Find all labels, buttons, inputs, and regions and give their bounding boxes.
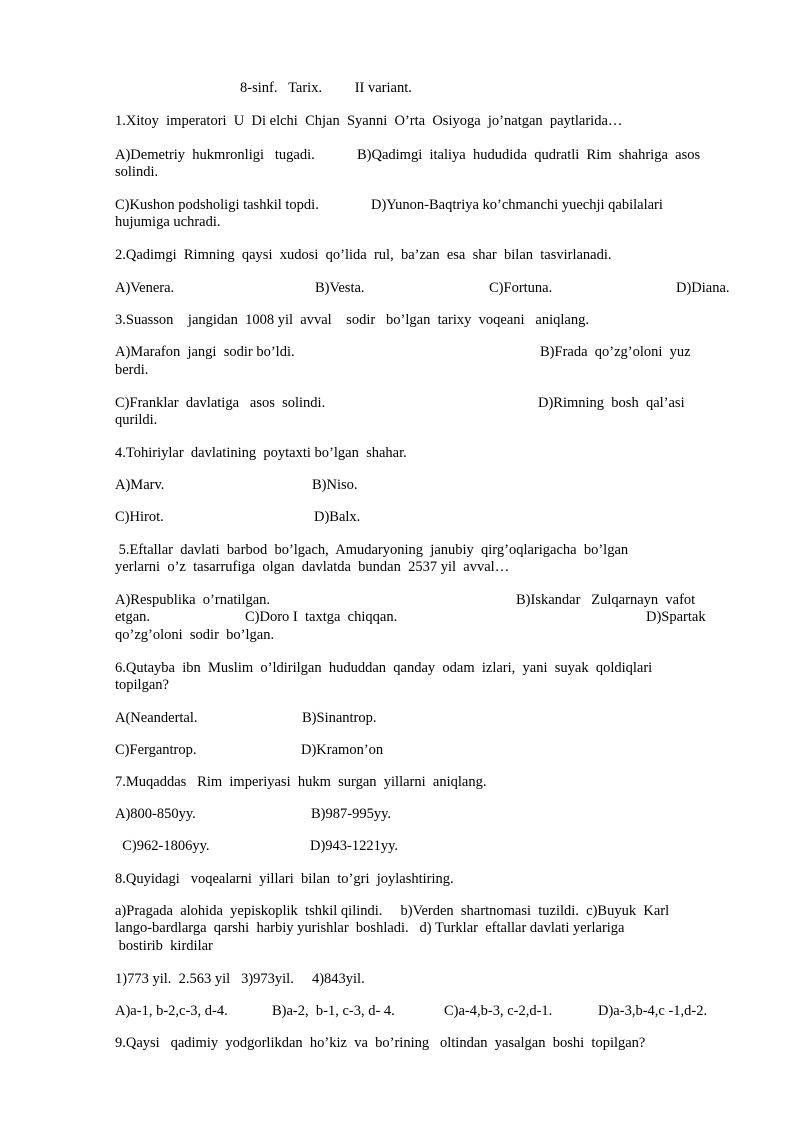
question-2-option-d: D)Diana. bbox=[676, 280, 730, 296]
question-6-option-c: C)Fergantrop. bbox=[115, 742, 197, 758]
question-4-option-a: A)Marv. bbox=[115, 477, 165, 493]
question-8-events: a)Pragada alohida yepiskoplik tshkil qilindi. b)Verden shartnomasi tuzildi. c)Buyuk Karl bbox=[115, 903, 670, 919]
question-4-option-b: B)Niso. bbox=[312, 477, 358, 493]
question-5-option-b: B)Iskandar Zulqarnayn vafot bbox=[516, 592, 696, 608]
question-2-option-a: A)Venera. bbox=[115, 280, 175, 296]
question-1-option-b-cont: solindi. bbox=[115, 164, 159, 180]
question-5-option-a: A)Respublika o’rnatilgan. bbox=[115, 592, 271, 608]
question-8-option-d: D)a-3,b-4,c -1,d-2. bbox=[598, 1003, 708, 1019]
question-7-text: 7.Muqaddas Rim imperiyasi hukm surgan yillarni aniqlang. bbox=[115, 774, 487, 790]
question-3-option-d: D)Rimning bosh qal’asi bbox=[538, 395, 685, 411]
question-6-option-b: B)Sinantrop. bbox=[302, 710, 377, 726]
question-5-text-cont: yerlarni o’z tasarrufiga olgan davlatda bundan 2537 yil avval… bbox=[115, 559, 510, 575]
question-6-text-cont: topilgan? bbox=[115, 677, 169, 693]
question-4-text: 4.Tohiriylar davlatining poytaxti bo’lgan shahar. bbox=[115, 445, 407, 461]
question-2-text: 2.Qadimgi Rimning qaysi xudosi qo’lida rul, ba’zan esa shar bilan tasvirlanadi. bbox=[115, 247, 612, 263]
question-4-option-d: D)Balx. bbox=[314, 509, 361, 525]
question-7-option-c: C)962-1806yy. bbox=[115, 838, 210, 854]
question-1-option-d-cont: hujumiga uchradi. bbox=[115, 214, 221, 230]
question-7-option-d: D)943-1221yy. bbox=[310, 838, 399, 854]
question-5-option-d-cont: qo’zg’oloni sodir bo’lgan. bbox=[115, 627, 275, 643]
question-9-text: 9.Qaysi qadimiy yodgorlikdan ho’kiz va bo’rining oltindan yasalgan boshi topilgan? bbox=[115, 1035, 646, 1051]
question-1-option-a: A)Demetriy hukmronligi tugadi. bbox=[115, 147, 315, 163]
question-5-option-c: C)Doro I taxtga chiqqan. bbox=[245, 609, 398, 625]
question-8-events-cont: lango-bardlarga qarshi harbiy yurishlar boshladi. d) Turklar eftallar davlati yerlariga bbox=[115, 920, 625, 936]
question-8-text: 8.Quyidagi voqealarni yillari bilan to’gri joylashtiring. bbox=[115, 871, 454, 887]
question-8-years: 1)773 yil. 2.563 yil 3)973yil. 4)843yil. bbox=[115, 971, 365, 987]
question-6-option-d: D)Kramon’on bbox=[301, 742, 384, 758]
question-6-text: 6.Qutayba ibn Muslim o’ldirilgan hududdan qanday odam izlari, yani suyak qoldiqlari bbox=[115, 660, 653, 676]
question-3-option-c: C)Franklar davlatiga asos solindi. bbox=[115, 395, 326, 411]
question-7-option-a: A)800-850yy. bbox=[115, 806, 196, 822]
document-header: 8-sinf. Tarix. II variant. bbox=[240, 80, 412, 96]
question-8-option-c: C)a-4,b-3, c-2,d-1. bbox=[444, 1003, 553, 1019]
question-1-option-c: C)Kushon podsholigi tashkil topdi. bbox=[115, 197, 319, 213]
question-2-option-c: C)Fortuna. bbox=[489, 280, 553, 296]
question-1-option-b: B)Qadimgi italiya hududida qudratli Rim shahriga asos bbox=[357, 147, 701, 163]
question-5-option-d: D)Spartak bbox=[646, 609, 706, 625]
question-3-option-b: B)Frada qo’zg’oloni yuz bbox=[540, 344, 691, 360]
question-5-text: 5.Eftallar davlati barbod bo’lgach, Amudaryoning janubiy qirg’oqlarigacha bo’lgan bbox=[115, 542, 629, 558]
question-6-option-a: A(Neandertal. bbox=[115, 710, 198, 726]
question-2-option-b: B)Vesta. bbox=[315, 280, 365, 296]
question-8-events-cont-2: bostirib kirdilar bbox=[115, 938, 213, 954]
question-4-option-c: C)Hirot. bbox=[115, 509, 164, 525]
question-8-option-b: B)a-2, b-1, c-3, d- 4. bbox=[272, 1003, 395, 1019]
question-5-option-b-cont: etgan. bbox=[115, 609, 151, 625]
question-1-text: 1.Xitoy imperatori U Di elchi Chjan Syanni O’rta Osiyoga jo’natgan paytlarida… bbox=[115, 113, 623, 129]
question-1-option-d: D)Yunon-Baqtriya ko’chmanchi yuechji qabilalari bbox=[371, 197, 663, 213]
question-3-text: 3.Suasson jangidan 1008 yil avval sodir bo’lgan tarixy voqeani aniqlang. bbox=[115, 312, 589, 328]
question-7-option-b: B)987-995yy. bbox=[311, 806, 392, 822]
question-3-option-a: A)Marafon jangi sodir bo’ldi. bbox=[115, 344, 295, 360]
question-8-option-a: A)a-1, b-2,c-3, d-4. bbox=[115, 1003, 228, 1019]
question-3-option-d-cont: qurildi. bbox=[115, 412, 158, 428]
question-3-option-b-cont: berdi. bbox=[115, 362, 149, 378]
